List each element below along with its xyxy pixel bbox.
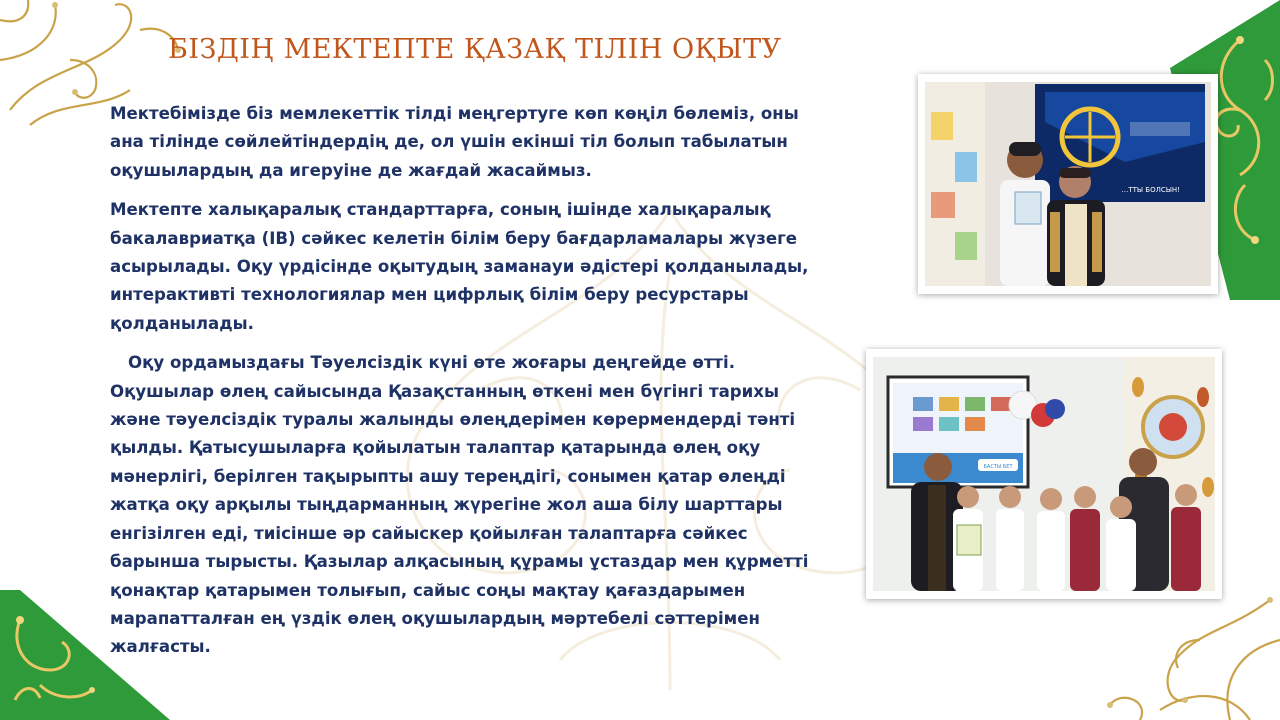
paragraph-1: Мектебімізде біз мемлекеттік тілді меңгертуге көп көңіл бөлеміз, оны ана тілінде сөйлейтіндердің де, ол үшін екінші тіл болып табылатын оқушылардың да игеруіне де жағдай жасаймыз. [110,104,799,180]
body-text [110,100,825,673]
paragraph-2: Мектепте халықаралық стандарттарға, соның ішінде халықаралық бакалавриатқа (IB) сәйкес келетін білім беру бағдарламалары жүзеге асырылады. Оқу үрдісінде оқытудың заманауи әдістері қолданылады, интерактивті технологиялар мен цифрлық білім беру ресурстары қолданылады. [110,200,809,333]
photo-teachers-image [925,82,1211,286]
photo-students-image [873,357,1215,591]
photo-teachers [918,74,1218,294]
paragraph-3: Оқу ордамыздағы Тәуелсіздік күні өте жоғары деңгейде өтті. Оқушылар өлең сайысында Қазақстанның өткені мен бүгінгі тарихы және тәуелсіздік туралы жалынды өлеңдерімен көрермендерді тәнті қылды. Қатысушыларға қойылатын талаптар қатарында өлең оқу мәнерлігі, берілген тақырыпты ашу тереңдігі, сонымен қатар өлеңді жатқа оқу арқылы тыңдарманның жүрегіне жол аша білу шарттары енгізілген еді, тиісінше әр сайыскер қойылған талаптарға сәйкес барынша тырысты. Қазылар алқасының құрамы ұстаздар мен құрметті қонақтар қатарымен толығып, сайыс соңы мақтау қағаздарымен марапатталған ең үздік өлең оқушылардың мәртебелі сәттерімен жалғасты. [110,353,809,657]
slide-title: БІЗДІҢ МЕКТЕПТЕ ҚАЗАҚ ТІЛІН ОҚЫТУ [168,34,782,65]
photo-2-screen-text: БАСТЫ БЕТ [983,464,1013,470]
photo-1-screen-text: …ТТЫ БОЛСЫН! [1121,186,1180,194]
photo-students [866,349,1222,599]
